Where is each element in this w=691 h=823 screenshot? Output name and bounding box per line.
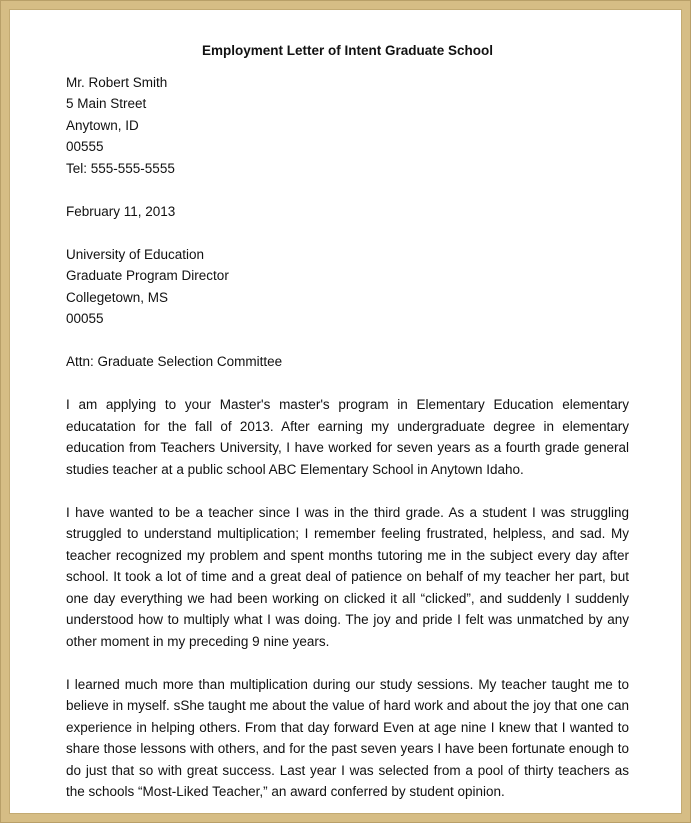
recipient-zip: 00055 [66, 311, 104, 326]
recipient-address-block [66, 244, 629, 330]
sender-street: 5 Main Street [66, 96, 147, 111]
attn-line: Attn: Graduate Selection Committee [66, 354, 283, 369]
body-paragraph-1: I am applying to your Master's master's program in Elementary Education elementary educatation for the fall of 2013. After earning my undergraduate degree in elementary education from Teachers University, I have worked for seven years as a fourth grade general studies teacher at a public school ABC Elementary School in Anytown Idaho. [66, 397, 629, 477]
body-paragraph-2: I have wanted to be a teacher since I was in the third grade. As a student I was struggling struggled to understand multiplication; I remember feeling frustrated, helpless, and sad. My teacher recognized my problem and spent months tutoring me in the subject every day after school. It took a lot of time and a great deal of patience on behalf of my teacher her part, but one day everything we had been working on clicked it all “clicked”, and suddenly I suddenly understood how to multiply what I was doing. The joy and pride I felt was unmatched by any other moment in my preceding 9 nine years. [66, 504, 629, 649]
attn-block [66, 351, 629, 373]
recipient-org: University of Education [66, 246, 205, 262]
letter-date: February 11, 2013 [66, 203, 176, 219]
letter-page [9, 9, 682, 814]
sender-name: Mr. Robert Smith [66, 74, 168, 90]
sender-zip: 00555 [66, 139, 104, 154]
sender-city: Anytown, ID [66, 117, 139, 133]
date-block [66, 201, 629, 223]
recipient-title: Graduate Program Director [66, 268, 229, 283]
recipient-city: Collegetown, MS [66, 289, 169, 305]
sender-phone: Tel: 555-555-5555 [66, 160, 175, 176]
sender-address-block [66, 72, 629, 180]
body-paragraph-3: I learned much more than multiplication during our study sessions. My teacher taught me to believe in myself. sShe taught me about the value of hard work and about the joy that one can experience in helping others. From that day forward Even at age nine I knew that I wanted to share those lessons with others, and for the past seven years I have been fortunate enough to do just that so with great success. Last year I was selected from a pool of thirty teachers as the schools “Most-Liked Teacher,” an award conferred by student opinion. [66, 676, 629, 799]
letter-title: Employment Letter of Intent Graduate School [201, 43, 494, 58]
